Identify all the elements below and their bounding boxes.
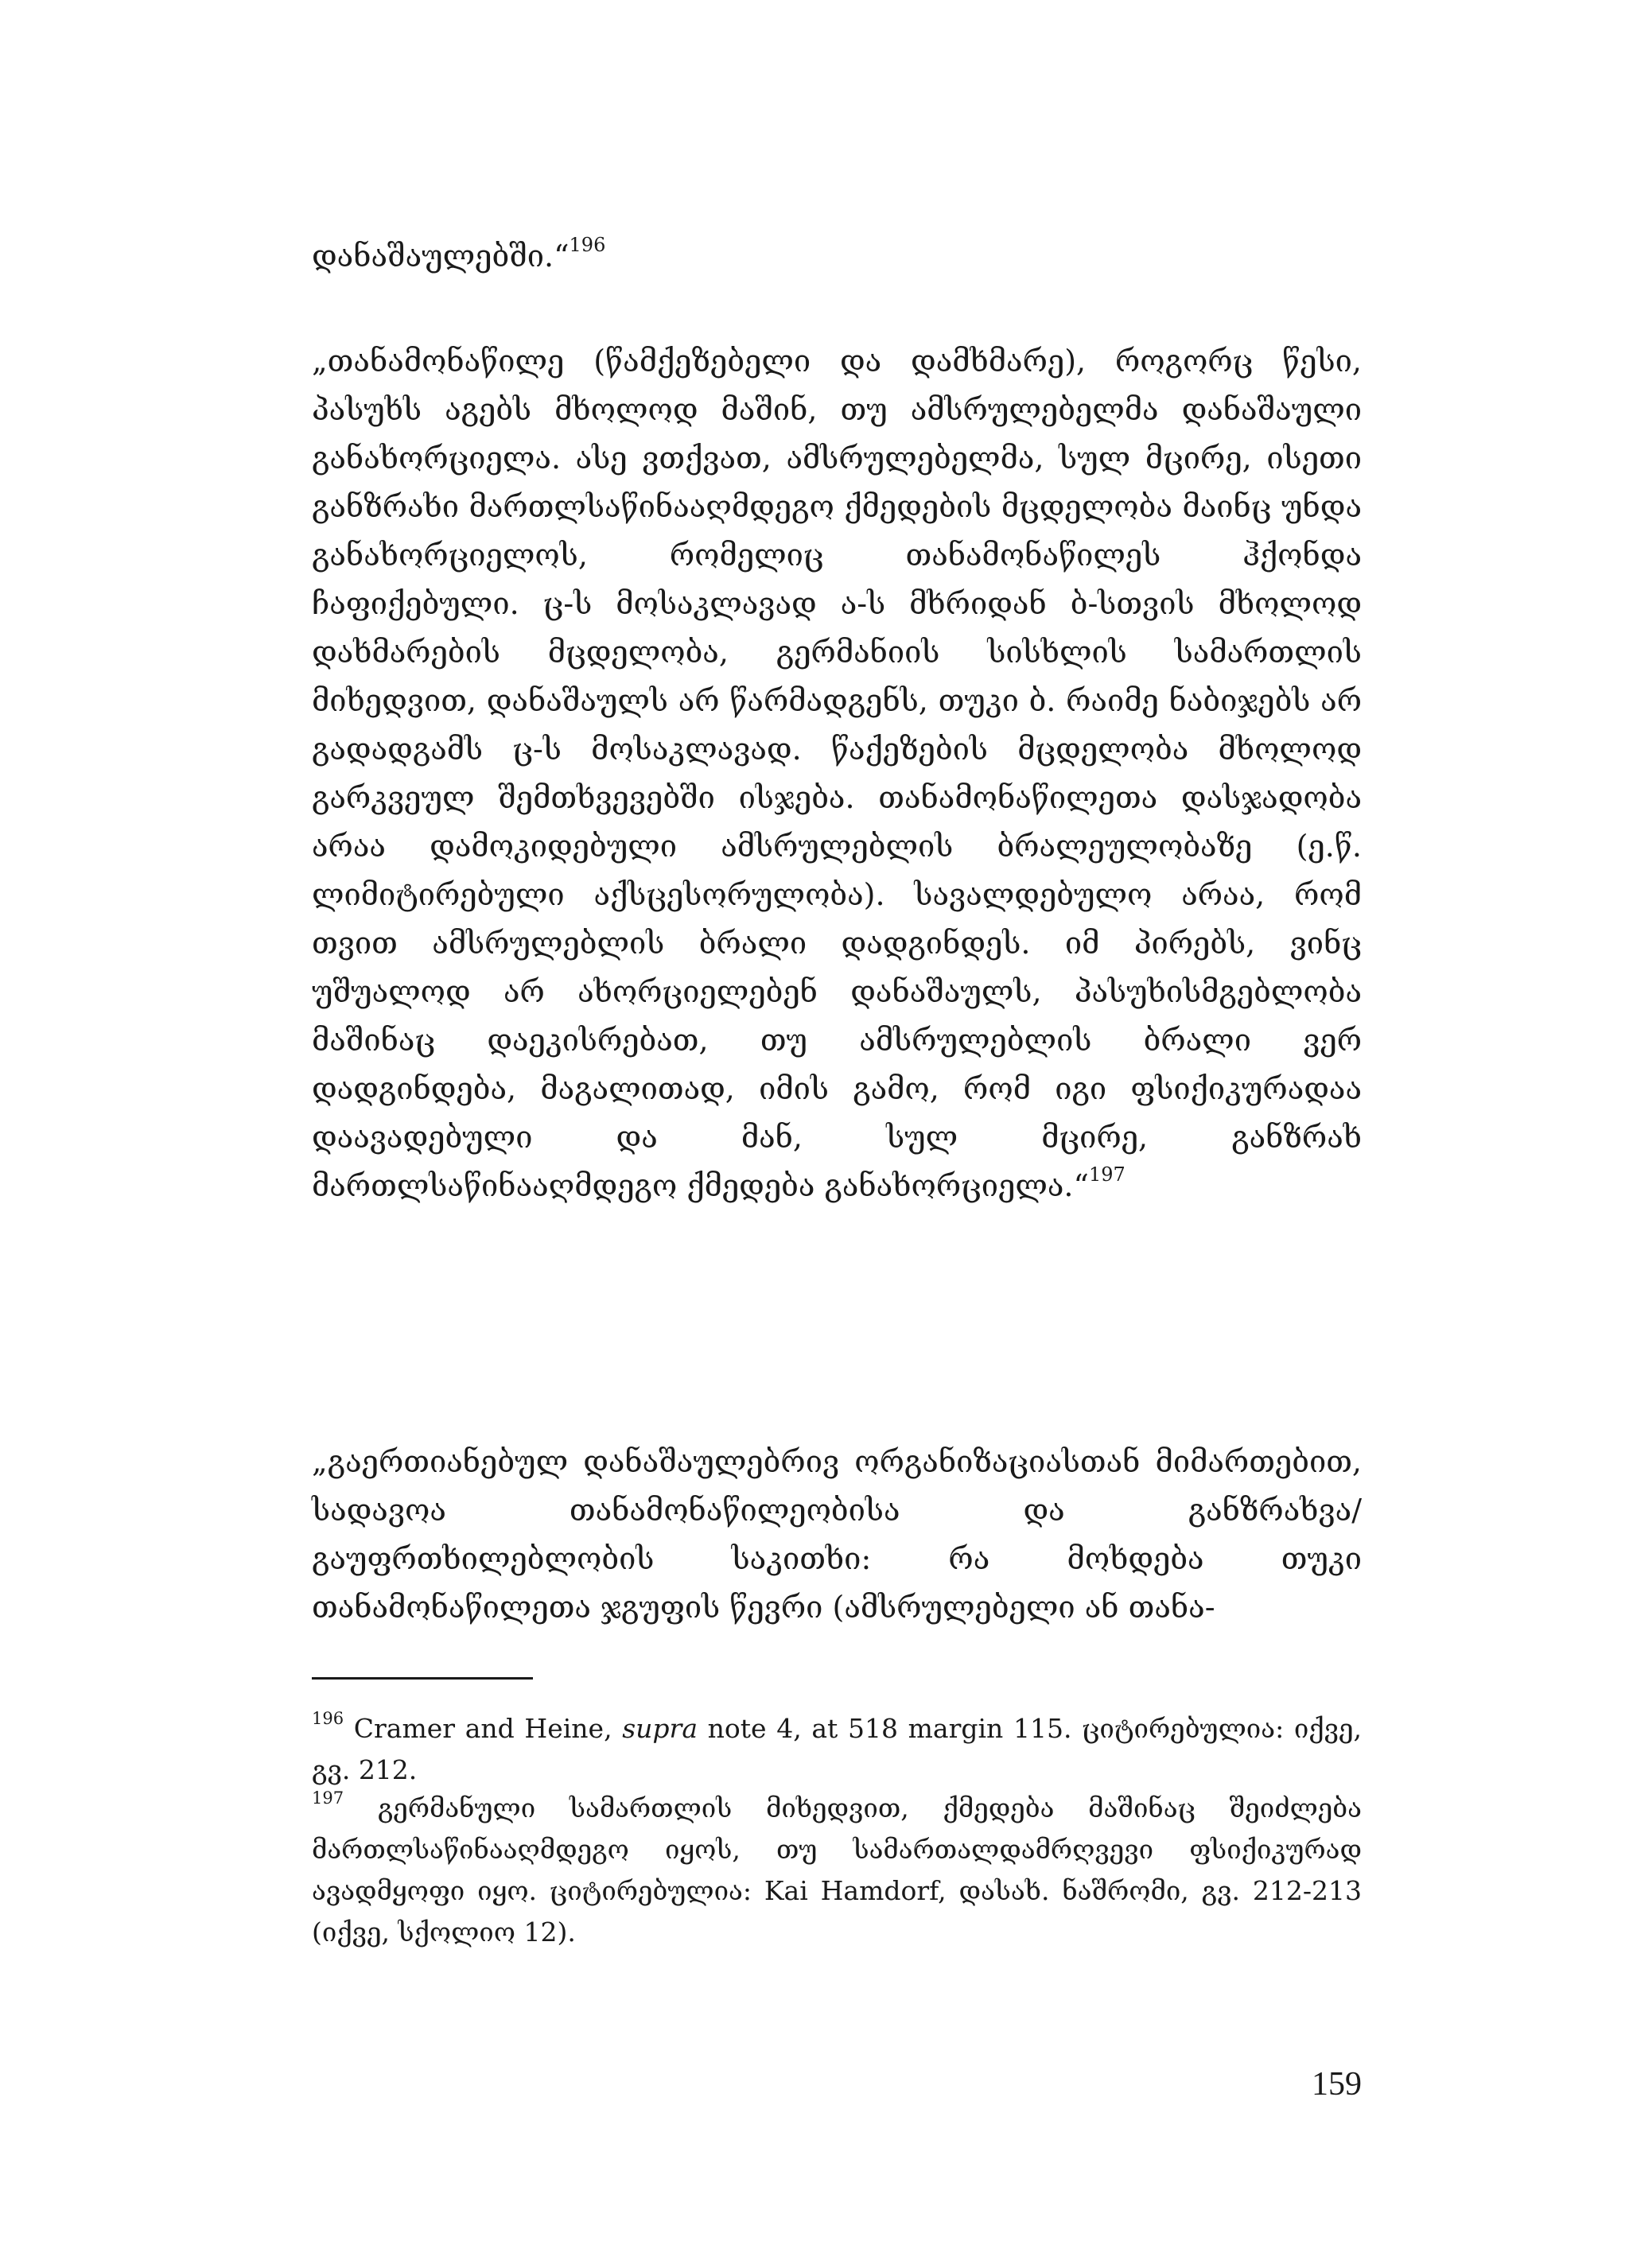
footnote-ref-197[interactable]: 197 <box>1088 1163 1126 1186</box>
continuation-text: დანაშაულებში.“ <box>312 239 570 274</box>
footnote-197 <box>312 1788 1362 1953</box>
footnote-ref-196[interactable]: 196 <box>569 233 606 256</box>
quote-paragraph-1 <box>312 337 1362 1210</box>
quote-1-text: „თანამონაწილე (წამქეზებელი და დამხმარე), როგორც წესი, პასუხს აგებს მხოლოდ მაშინ, თუ ამსრულებელმა დანაშაული განახორციელა. ასე ვთქვათ, ამსრულებელმა, სულ მცირე, ისეთი განზრახი მართლსაწინააღმდეგო ქმედების მცდელობა მაინც უნდა განახორციელოს, რომელიც თანამონაწილეს ჰქონდა ჩაფიქებული. ც-ს მოსაკლავად ა-ს მხრიდან ბ-სთვის მხოლოდ დახმარების მცდელობა, გერმანიის სისხლის სამართლის მიხედვით, დანაშაულს არ წარმადგენს, თუკი ბ. რაიმე ნაბიჯებს არ გადადგამს ც-ს მოსაკლავად. წაქეზების მცდელობა მხოლოდ გარკვეულ შემთხვევებში ისჯება. თანამონაწილეთა დასჯადობა არაა დამოკიდებული ამსრულებლის ბრალეულობაზე (ე.წ. ლიმიტირებული აქსცესორულობა). სავალდებულო არაა, რომ თვით ამსრულებლის ბრალი დადგინდეს. იმ პირებს, ვინც უშუალოდ არ ახორციელებენ დანაშაულს, პასუხისმგებლობა მაშინაც დაეკისრებათ, თუ ამსრულებლის ბრალი ვერ დადგინდება, მაგალითად, იმის გამო, რომ იგი ფსიქიკურადაა დაავადებული და მან, სულ მცირე, განზრახ მართლსაწინააღმდეგო ქმედება განახორციელა.“ <box>312 344 1362 1203</box>
quote-paragraph-2 <box>312 1438 1362 1632</box>
footnote-196-number: 196 <box>312 1709 344 1729</box>
footnote-197-number: 197 <box>312 1788 344 1808</box>
quote-2-text: „გაერთიანებულ დანაშაულებრივ ორგანიზაციასთან მიმართებით, სადავოა თანამონაწილეობისა და განზრახვა/გაუფრთხილებლობის საკითხი: რა მოხდება თუკი თანამონაწილეთა ჯგუფის წევრი (ამსრულებელი ან თანა- <box>312 1444 1362 1625</box>
footnote-196-text-before: Cramer and Heine, <box>353 1713 623 1744</box>
footnote-197-text: გერმანული სამართლის მიხედვით, ქმედება მაშინაც შეიძლება მართლსაწინააღმდეგო იყოს, თუ სამართალდამრღვევი ფსიქიკურად ავადმყოფი იყო. ციტირებულია: Kai Hamdorf, დასახ. ნაშრომი, გვ. 212-213 (იქვე, სქოლიო 12). <box>312 1792 1362 1948</box>
footnote-196-text-after: note 4, at 518 margin 115. ციტირებულია: იქვე, გვ. 212. <box>312 1713 1363 1785</box>
footnote-196-italic: supra <box>622 1713 698 1744</box>
footnote-196 <box>312 1708 1362 1791</box>
continuation-paragraph <box>312 232 1362 281</box>
footnote-separator <box>312 1677 533 1680</box>
page-number: 159 <box>1312 2066 1362 2103</box>
